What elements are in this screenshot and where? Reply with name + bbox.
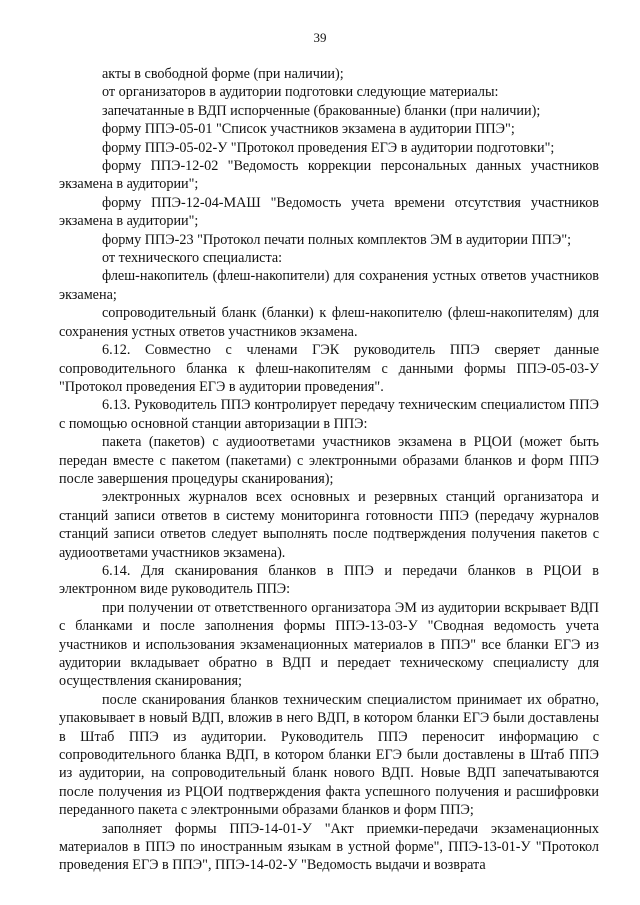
paragraph: сопроводительный бланк (бланки) к флеш-накопителю (флеш-накопителям) для сохранения устных ответов участников экзамена. bbox=[59, 305, 599, 340]
paragraph: флеш-накопитель (флеш-накопители) для сохранения устных ответов участников экзамена; bbox=[59, 268, 599, 303]
paragraph: электронных журналов всех основных и резервных станций организатора и станций записи ответов в систему мониторинга готовности ППЭ (передачу журналов станций записи ответов следует выполнять после подтверждения получения пакетов с аудиоответами участников экзамена). bbox=[59, 489, 599, 561]
paragraph: форму ППЭ-12-02 "Ведомость коррекции персональных данных участников экзамена в аудитории"; bbox=[59, 158, 599, 193]
paragraph: 6.14. Для сканирования бланков в ППЭ и передачи бланков в РЦОИ в электронном виде руководитель ППЭ: bbox=[59, 562, 599, 598]
paragraph: после сканирования бланков техническим специалистом принимает их обратно, упаковывает в новый ВДП, вложив в него ВДП, в котором бланки ЕГЭ были доставлены в Штаб ППЭ из аудитории. Руководитель ППЭ переносит информацию с сопроводительного бланка ВДП, в котором бланки ЕГЭ были доставлены в Штаб ППЭ из аудитории, на сопроводительный бланк нового ВДП. Новые ВДП запечатываются после получения из РЦОИ подтверждения факта успешного получения и расшифровки переданного пакета с электронными образами бланков и форм ППЭ; bbox=[59, 691, 599, 819]
paragraph: форму ППЭ-12-04-МАШ "Ведомость учета времени отсутствия участников экзамена в аудитории"; bbox=[59, 194, 599, 230]
paragraph: от организаторов в аудитории подготовки следующие материалы: bbox=[102, 84, 499, 101]
paragraph: пакета (пакетов) с аудиоответами участников экзамена в РЦОИ (может быть передан вместе с пакетом (пакетами) с электронными образами бланков и форм ППЭ после завершения процедуры сканирования); bbox=[59, 434, 599, 487]
paragraph: форму ППЭ-23 "Протокол печати полных комплектов ЭМ в аудитории ППЭ"; bbox=[102, 231, 572, 248]
paragraph: 6.13. Руководитель ППЭ контролирует передачу техническим специалистом ППЭ с помощью основной станции авторизации в ППЭ: bbox=[59, 397, 599, 432]
paragraph: от технического специалиста: bbox=[102, 250, 283, 267]
paragraph: форму ППЭ-05-01 "Список участников экзамена в аудитории ППЭ"; bbox=[102, 121, 515, 138]
paragraph: форму ППЭ-05-02-У "Протокол проведения ЕГЭ в аудитории подготовки"; bbox=[102, 139, 555, 156]
page-number: 39 bbox=[313, 30, 327, 45]
paragraph: заполняет формы ППЭ-14-01-У "Акт приемки-передачи экзаменационных материалов в ППЭ по иностранным языкам в устной форме", ППЭ-13-01-У "Протокол проведения ЕГЭ в ППЭ", ППЭ-14-02-У "Ведомость выдачи и возврата bbox=[59, 820, 599, 874]
paragraph: 6.12. Совместно с членами ГЭК руководитель ППЭ сверяет данные сопроводительного бланка к флеш-накопителям с данными формы ППЭ-05-03-У "Протокол проведения ЕГЭ в аудитории проведения". bbox=[59, 342, 599, 395]
paragraph: при получении от ответственного организатора ЭМ из аудитории вскрывает ВДП с бланками и после заполнения формы ППЭ-13-03-У "Сводная ведомость учета участников и использования экзаменационных материалов в ППЭ" все бланки ЕГЭ из аудитории вкладывает обратно в ВДП и передает техническому специалисту для осуществления сканирования; bbox=[59, 599, 599, 690]
paragraph: запечатанные в ВДП испорченные (бракованные) бланки (при наличии); bbox=[102, 102, 541, 119]
paragraph: акты в свободной форме (при наличии); bbox=[102, 66, 344, 82]
document-body bbox=[59, 65, 599, 875]
